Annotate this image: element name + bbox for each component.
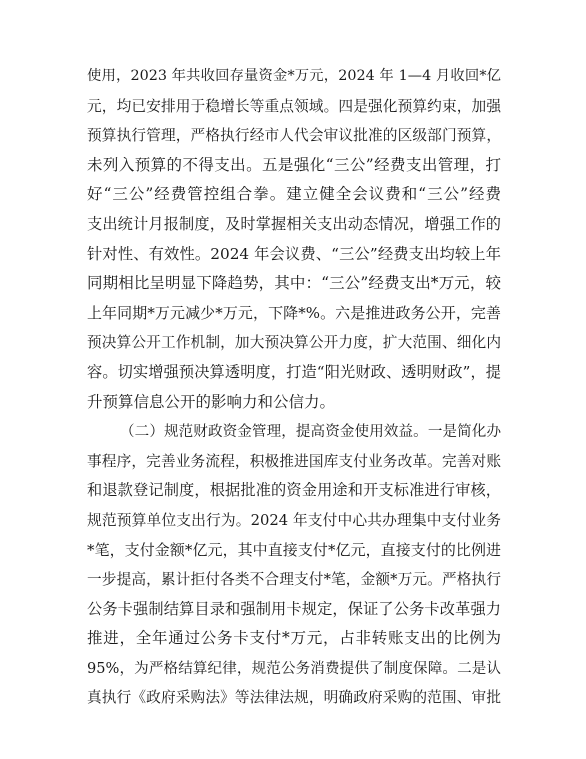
text-line: *笔，支付金额*亿元，其中直接支付*亿元，直接支付的比例进	[87, 540, 501, 559]
text-line: 同期相比呈明显下降趋势，其中：“三公”经费支出*万元，较	[87, 274, 501, 293]
text-line: 预算执行管理，严格执行经市人代会审议批准的区级部门预算，	[87, 127, 501, 145]
text-line: 未列入预算的不得支出。五是强化“三公”经费支出管理，打	[87, 155, 501, 174]
text-line: 公务卡强制结算目录和强制用卡规定，保证了公务卡改革强力	[87, 599, 501, 618]
paragraph-end-line: 升预算信息公开的影响力和公信力。	[87, 392, 336, 411]
text-line: 预决算公开工作机制，加大预决算公开力度，扩大范围、细化内	[87, 334, 501, 352]
text-line: 使用，2023 年共收回存量资金*万元，2024 年 1—4 月收回*亿	[87, 68, 501, 84]
text-line: 上年同期*万元减少*万元，下降*%。六是推进政务公开，完善	[87, 303, 501, 322]
text-line: 和退款登记制度，根据批准的资金用途和开支标准进行审核，	[87, 481, 501, 500]
text-line: 一步提高，累计拒付各类不合理支付*笔，金额*万元。严格执行	[87, 571, 501, 589]
text-line: 事程序，完善业务流程，积极推进国库支付业务改革。完善对账	[87, 452, 501, 470]
text-line: 真执行《政府采购法》等法律法规，明确政府采购的范围、审批	[87, 689, 501, 707]
text-line: 元，均已安排用于稳增长等重点领域。四是强化预算约束，加强	[87, 97, 501, 115]
document-body	[87, 62, 501, 713]
text-line: 推进，全年通过公务卡支付*万元，占非转账支出的比例为	[87, 629, 501, 648]
text-line: 好“三公”经费管控组合拳。建立健全会议费和“三公”经费	[87, 185, 501, 204]
text-line: 95%，为严格结算纪律，规范公务消费提供了制度保障。二是认	[87, 659, 501, 677]
section-heading-line: （二）规范财政资金管理，提高资金使用效益。一是简化办	[120, 423, 501, 441]
text-line: 支出统计月报制度，及时掌握相关支出动态情况，增强工作的	[87, 214, 501, 233]
text-line: 规范预算单位支出行为。2024 年支付中心共办理集中支付业务	[87, 511, 501, 529]
text-line: 容。切实增强预决算透明度，打造“阳光财政、透明财政”，提	[87, 362, 501, 381]
text-line: 针对性、有效性。2024 年会议费、“三公”经费支出均较上年	[87, 244, 501, 263]
